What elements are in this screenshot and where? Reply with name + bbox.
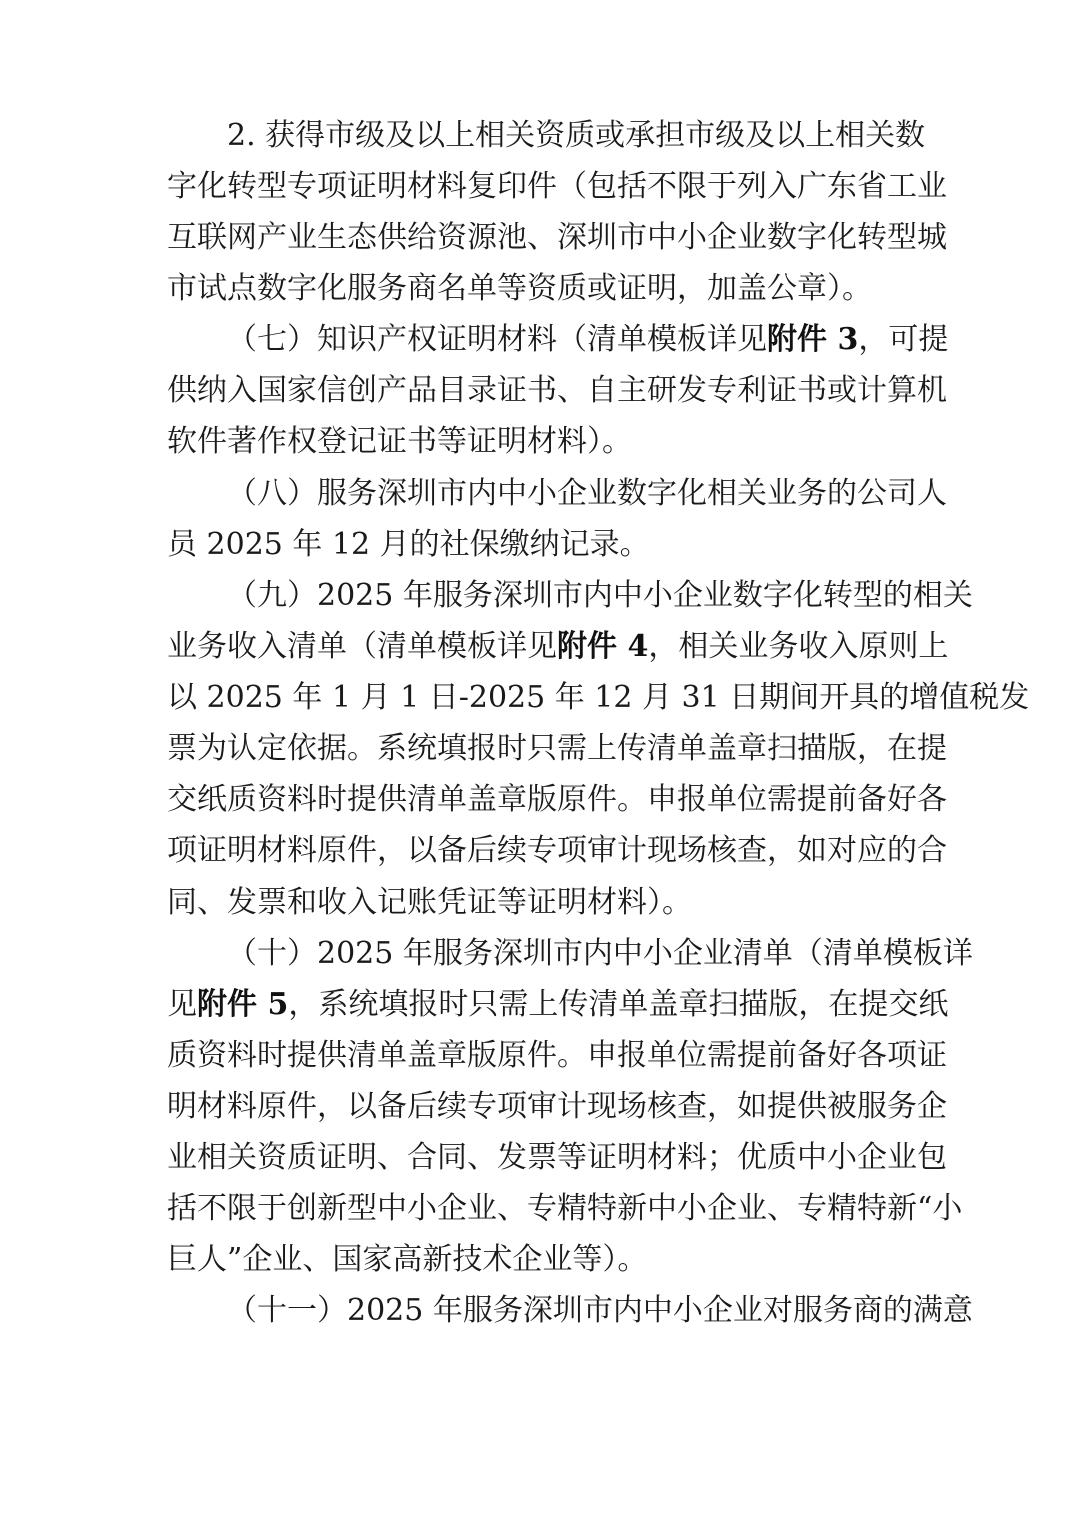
text-line: 质资料时提供清单盖章版原件。申报单位需提前备好各项证 — [167, 1038, 947, 1073]
text-segment: （七）知识产权证明材料（清单模板详见 — [227, 322, 767, 357]
text-line: 互联网产业生态供给资源池、深圳市中小企业数字化转型城 — [167, 220, 947, 255]
text-line: 以 2025 年 1 月 1 日-2025 年 12 月 31 日期间开具的增值税发 — [167, 680, 1030, 715]
text-line: （九）2025 年服务深圳市内中小企业数字化转型的相关 — [227, 578, 973, 613]
text-line — [167, 621, 949, 673]
text-line — [167, 979, 949, 1031]
text-line: 市试点数字化服务商名单等资质或证明，加盖公章）。 — [167, 271, 872, 306]
attachment-reference: 附件 5 — [197, 987, 289, 1022]
text-segment: 业务收入清单（清单模板详见 — [167, 629, 557, 664]
text-segment: ，可提 — [858, 322, 949, 357]
text-line: 字化转型专项证明材料复印件（包括不限于列入广东省工业 — [167, 169, 947, 204]
text-line: 业相关资质证明、合同、发票等证明材料；优质中小企业包 — [167, 1140, 947, 1175]
text-line: 括不限于创新型中小企业、专精特新中小企业、专精特新“小 — [167, 1191, 963, 1226]
text-segment: 见 — [167, 987, 197, 1022]
text-segment: ，系统填报时只需上传清单盖章扫描版，在提交纸 — [288, 987, 949, 1022]
text-line: （十）2025 年服务深圳市内中小企业清单（清单模板详 — [227, 936, 973, 971]
text-line: 2. 获得市级及以上相关资质或承担市级及以上相关数 — [227, 118, 926, 153]
text-line: 项证明材料原件，以备后续专项审计现场核查，如对应的合 — [167, 833, 947, 868]
attachment-reference: 附件 4 — [557, 629, 649, 664]
text-line: （八）服务深圳市内中小企业数字化相关业务的公司人 — [227, 476, 947, 511]
text-line: 交纸质资料时提供清单盖章版原件。申报单位需提前备好各 — [167, 782, 947, 817]
text-line: 同、发票和收入记账凭证等证明材料）。 — [167, 885, 692, 920]
text-line: 票为认定依据。系统填报时只需上传清单盖章扫描版，在提 — [167, 731, 947, 766]
text-line: 供纳入国家信创产品目录证书、自主研发专利证书或计算机 — [167, 373, 947, 408]
text-line — [227, 314, 949, 366]
text-line: 明材料原件，以备后续专项审计现场核查，如提供被服务企 — [167, 1089, 947, 1124]
text-line: 巨人”企业、国家高新技术企业等）。 — [167, 1242, 648, 1277]
attachment-reference: 附件 3 — [767, 322, 859, 357]
text-line: （十一）2025 年服务深圳市内中小企业对服务商的满意 — [227, 1293, 973, 1328]
text-line: 员 2025 年 12 月的社保缴纳记录。 — [167, 527, 650, 562]
text-line: 软件著作权登记证书等证明材料）。 — [167, 424, 632, 459]
text-segment: ，相关业务收入原则上 — [648, 629, 949, 664]
